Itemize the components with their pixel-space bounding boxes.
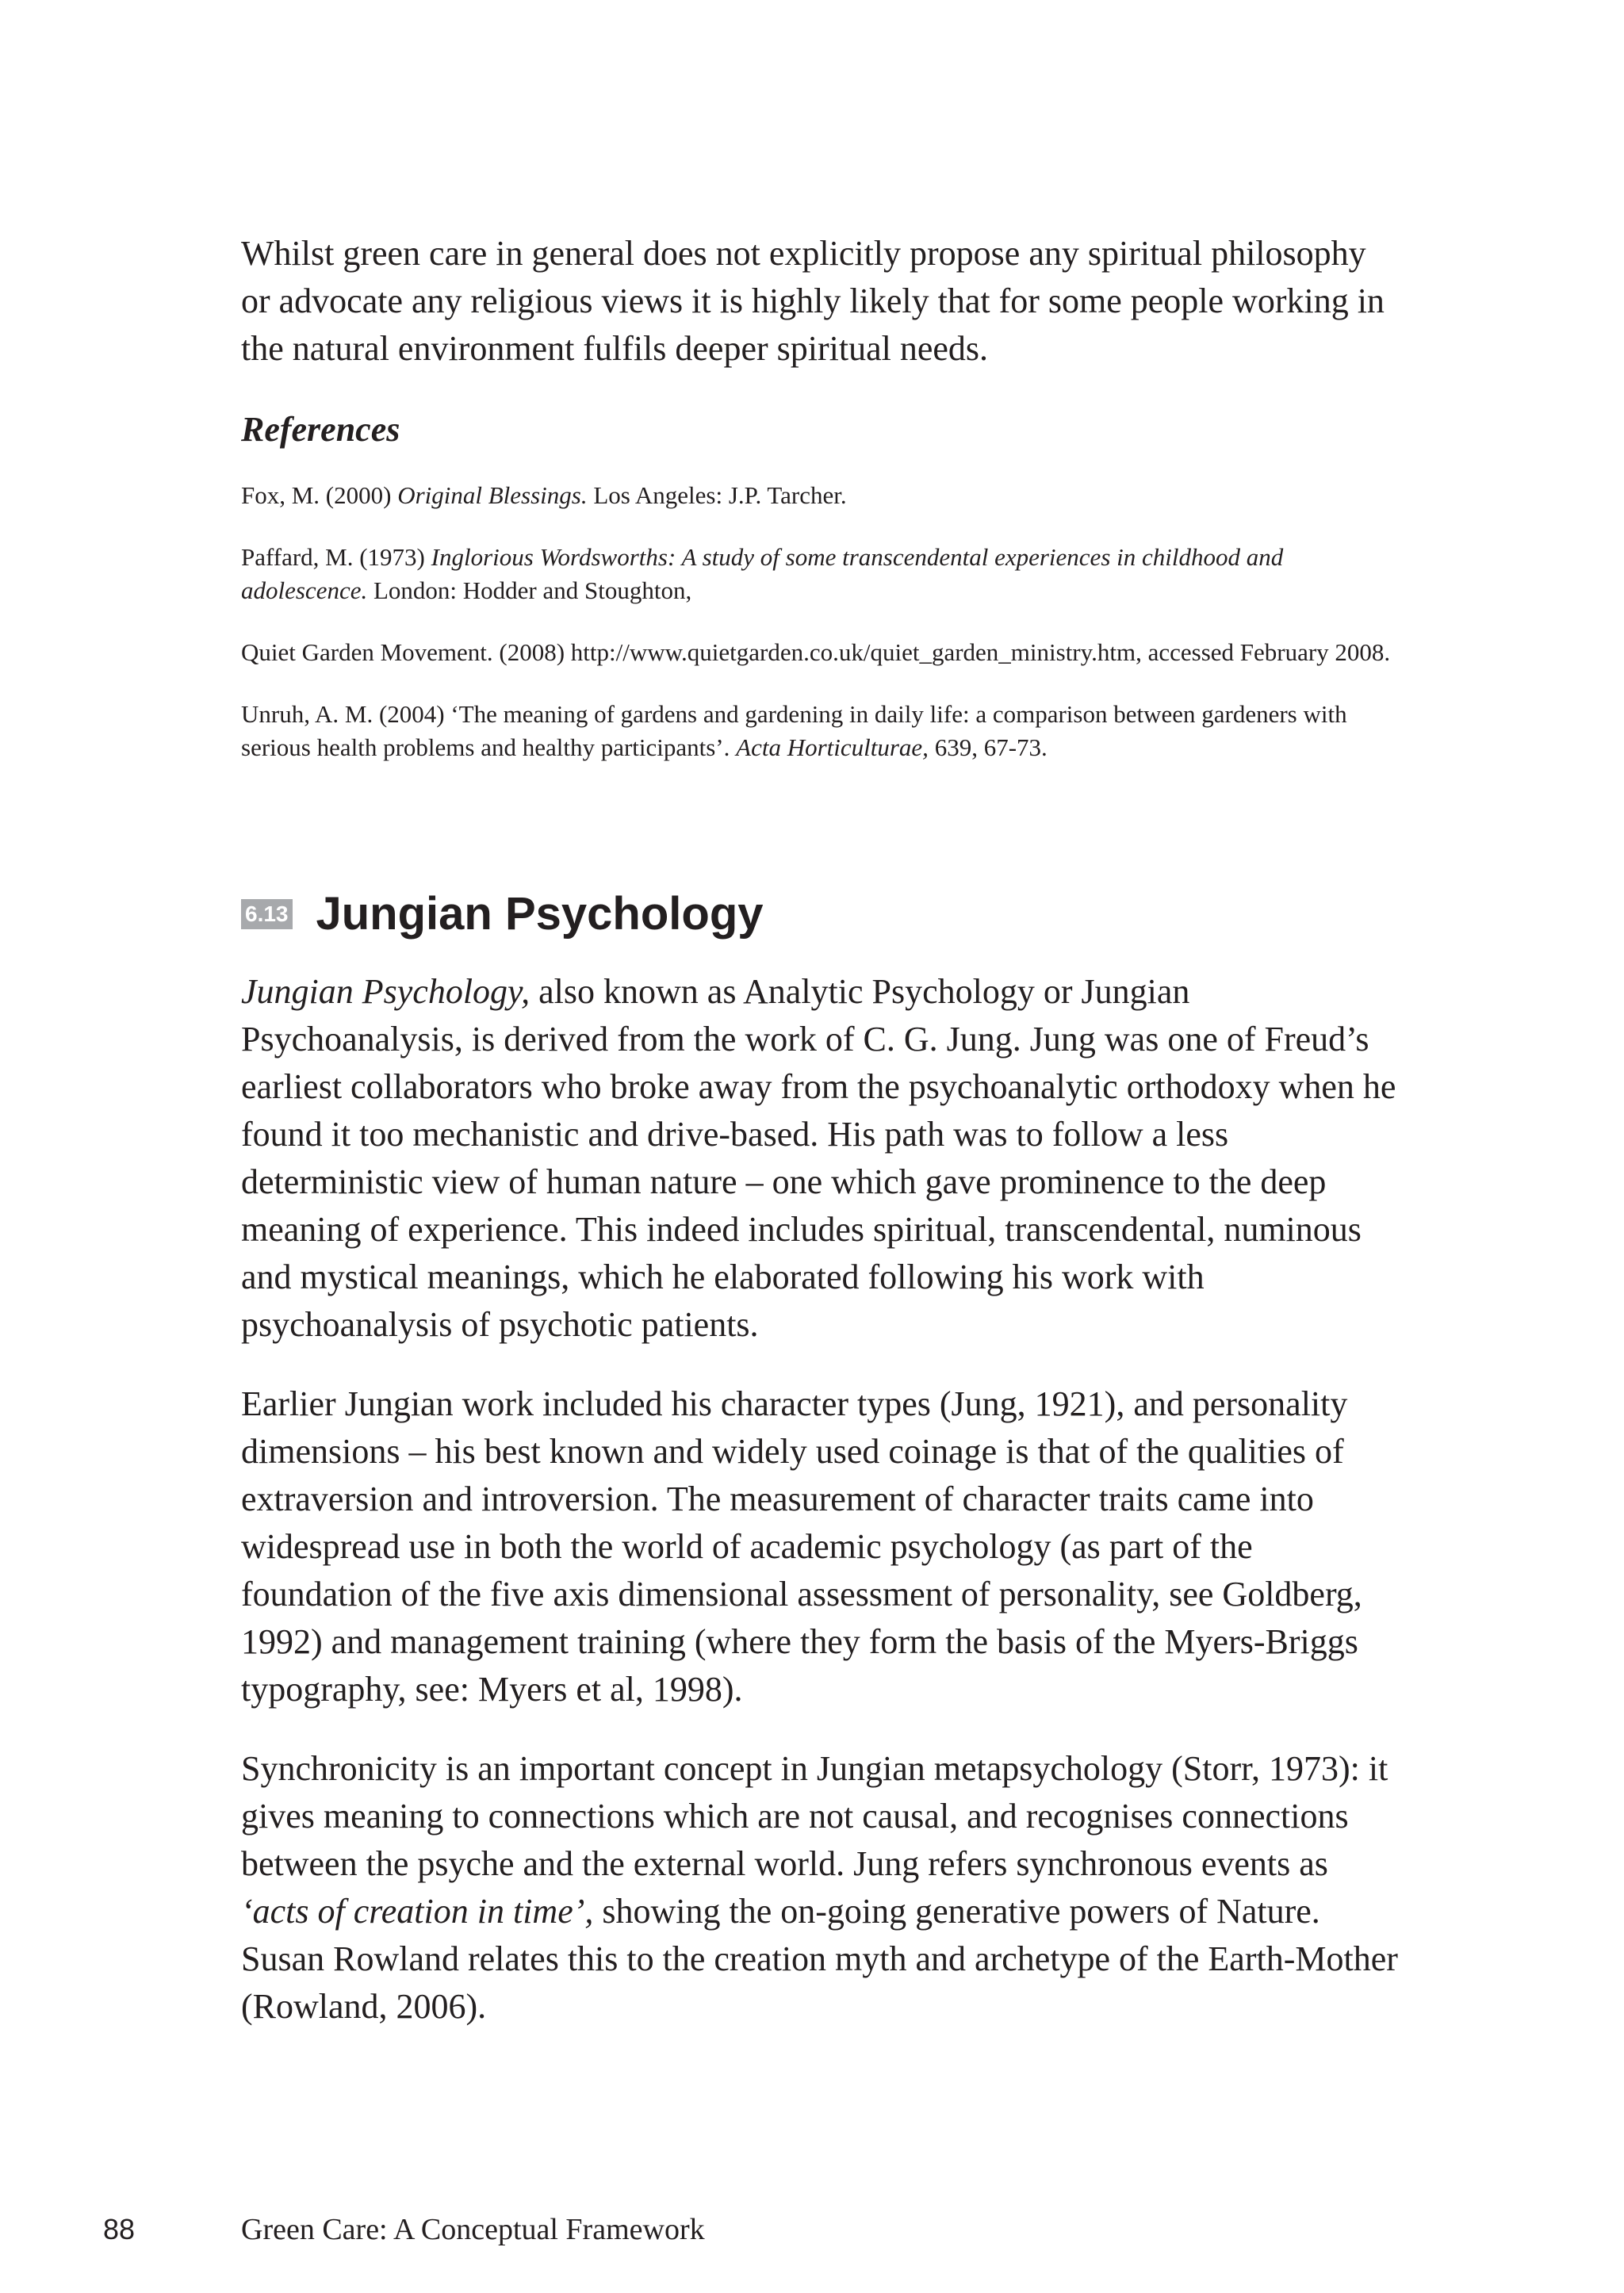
references-heading: References <box>241 410 400 449</box>
reference-item: Paffard, M. (1973) Inglorious Wordsworths: A study of some transcendental experiences in childhood and adolescence. London: Hodder and Stoughton, <box>241 543 1284 604</box>
intro-paragraph: Whilst green care in general does not explicitly propose any spiritual philosophy or advocate any religious views it is highly likely that for some people working in the natural environment fulfils deeper spiritual needs. <box>241 234 1385 368</box>
reference-item: Quiet Garden Movement. (2008) http://www.quietgarden.co.uk/quiet_garden_ministry.htm, accessed February 2008. <box>241 638 1391 666</box>
main-body <box>241 968 1399 2062</box>
running-footer-title: Green Care: A Conceptual Framework <box>241 2213 705 2246</box>
body-paragraph: Synchronicity is an important concept in Jungian metapsychology (Storr, 1973): it gives meaning to connections which are not causal, and recognises connections between the psyche and the external world. Jung refers synchronous events as ‘acts of creation in time’, showing the on-going generative powers of Nature. Susan Rowland relates this to the creation myth and archetype of the Earth-Mother (Rowland, 2006). <box>241 1749 1398 2026</box>
section-number-badge: 6.13 <box>241 899 293 929</box>
references-list <box>241 479 1399 793</box>
section-heading <box>241 879 764 950</box>
body-paragraph: Earlier Jungian work included his character types (Jung, 1921), and personality dimensions – his best known and widely used coinage is that of the qualities of extraversion and introversion. The measurement of character traits came into widespread use in both the world of academic psychology (as part of the foundation of the five axis dimensional assessment of personality, see Goldberg, 1992) and management training (where they form the basis of the Myers-Briggs typography, see: Myers et al, 1998). <box>241 1384 1362 1709</box>
reference-item: Unruh, A. M. (2004) ‘The meaning of gardens and gardening in daily life: a comparison between gardeners with serious health problems and healthy participants’. Acta Horticulturae, 639, 67-73. <box>241 700 1347 761</box>
intro-section <box>241 230 1399 373</box>
page-number: 88 <box>103 2213 136 2245</box>
body-paragraph: Jungian Psychology, also known as Analytic Psychology or Jungian Psychoanalysis, is derived from the work of C. G. Jung. Jung was one of Freud’s earliest collaborators who broke away from the psychoanalytic orthodoxy when he found it too mechanistic and drive-based. His path was to follow a less deterministic view of human nature – one which gave prominence to the deep meaning of experience. This indeed includes spiritual, transcendental, numinous and mystical meanings, which he elaborated following his work with psychoanalysis of psychotic patients. <box>241 972 1396 1344</box>
section-title: Jungian Psychology <box>316 888 764 940</box>
reference-item: Fox, M. (2000) Original Blessings. Los Angeles: J.P. Tarcher. <box>241 481 847 509</box>
